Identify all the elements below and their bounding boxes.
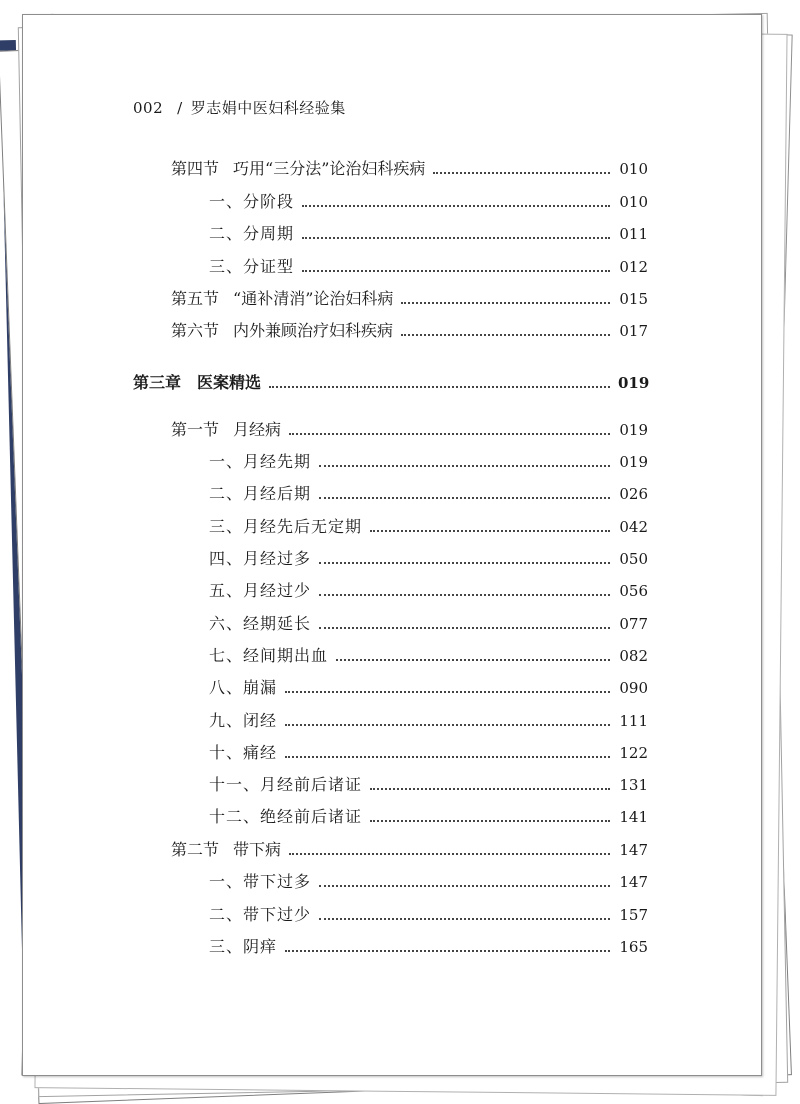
toc-entry-number: 第六节 xyxy=(171,321,220,340)
toc-entry-page: 082 xyxy=(619,647,648,665)
toc-entry-item[interactable] xyxy=(209,612,648,636)
toc-entry-title: 月经病 xyxy=(233,420,282,439)
toc-entry-title: 二、分周期 xyxy=(209,224,295,243)
toc-entry-item[interactable] xyxy=(209,709,648,733)
toc-entry-item[interactable] xyxy=(209,935,648,959)
toc-entry-item[interactable] xyxy=(209,805,648,829)
leader-dots xyxy=(285,691,610,693)
toc-entry-item[interactable] xyxy=(209,190,648,214)
toc-entry-title: 二、带下过少 xyxy=(209,905,312,924)
toc-entry-page: 017 xyxy=(619,322,648,340)
toc-entry-page: 019 xyxy=(619,421,648,439)
toc-entry-title: 十、痛经 xyxy=(209,743,278,762)
toc-entry-item[interactable] xyxy=(209,547,648,571)
toc-entry-title: 六、经期延长 xyxy=(209,614,312,633)
toc-entry-item[interactable] xyxy=(209,644,648,668)
toc-entry-section[interactable] xyxy=(171,319,648,343)
leader-dots xyxy=(336,659,610,661)
toc-entry-chapter[interactable] xyxy=(133,371,648,395)
toc-entry-number: 第一节 xyxy=(171,420,220,439)
toc-entry-page: 122 xyxy=(619,744,648,762)
toc-entry-page: 147 xyxy=(619,841,648,859)
toc-entry-item[interactable] xyxy=(209,482,648,506)
toc-entry-section[interactable] xyxy=(171,418,648,442)
toc-entry-page: 012 xyxy=(619,258,648,276)
leader-dots xyxy=(302,237,610,239)
leader-dots xyxy=(401,334,610,336)
toc-entry-page: 010 xyxy=(619,193,648,211)
leader-dots xyxy=(319,885,610,887)
toc-entry-page: 147 xyxy=(619,873,648,891)
leader-dots xyxy=(302,205,610,207)
toc-entry-title: 巧用“三分法”论治妇科疾病 xyxy=(233,159,426,178)
toc-entry-title: 十一、月经前后诸证 xyxy=(209,775,363,794)
toc-entry-page: 131 xyxy=(619,776,648,794)
toc-entry-page: 010 xyxy=(619,160,648,178)
toc-entry-page: 050 xyxy=(619,550,648,568)
leader-dots xyxy=(302,270,610,272)
leader-dots xyxy=(285,950,610,952)
toc-entry-title: 内外兼顾治疗妇科疾病 xyxy=(233,321,394,340)
toc-entry-page: 019 xyxy=(619,453,648,471)
toc-entry-title: 医案精选 xyxy=(197,373,262,392)
toc-entry-item[interactable] xyxy=(209,515,648,539)
toc-entry-item[interactable] xyxy=(209,676,648,700)
book-page xyxy=(22,14,762,1076)
toc-entry-title: 一、分阶段 xyxy=(209,192,295,211)
table-of-contents xyxy=(23,15,761,1075)
toc-entry-section[interactable] xyxy=(171,838,648,862)
toc-entry-title: 八、崩漏 xyxy=(209,678,278,697)
toc-entry-title: 九、闭经 xyxy=(209,711,278,730)
toc-entry-section[interactable] xyxy=(171,157,648,181)
toc-entry-page: 056 xyxy=(619,582,648,600)
toc-entry-title: 带下病 xyxy=(233,840,282,859)
leader-dots xyxy=(289,853,610,855)
toc-entry-title: “通补清消”论治妇科病 xyxy=(233,289,394,308)
leader-dots xyxy=(319,497,610,499)
toc-entry-page: 111 xyxy=(619,712,648,730)
toc-entry-number: 第二节 xyxy=(171,840,220,859)
toc-entry-item[interactable] xyxy=(209,741,648,765)
toc-entry-page: 077 xyxy=(619,615,648,633)
toc-entry-item[interactable] xyxy=(209,450,648,474)
leader-dots xyxy=(285,756,610,758)
leader-dots xyxy=(433,172,610,174)
leader-dots xyxy=(319,562,610,564)
toc-entry-title: 三、月经先后无定期 xyxy=(209,517,363,536)
toc-entry-item[interactable] xyxy=(209,579,648,603)
leader-dots xyxy=(401,302,610,304)
toc-entry-number: 第五节 xyxy=(171,289,220,308)
toc-entry-page: 157 xyxy=(619,906,648,924)
toc-entry-page: 165 xyxy=(619,938,648,956)
leader-dots xyxy=(319,465,610,467)
toc-entry-page: 026 xyxy=(619,485,648,503)
leader-dots xyxy=(285,724,610,726)
toc-entry-title: 一、月经先期 xyxy=(209,452,312,471)
toc-entry-item[interactable] xyxy=(209,773,648,797)
toc-entry-title: 一、带下过多 xyxy=(209,872,312,891)
toc-entry-title: 五、月经过少 xyxy=(209,581,312,600)
toc-entry-item[interactable] xyxy=(209,903,648,927)
toc-entry-number: 第三章 xyxy=(133,373,182,392)
running-head-separator: / xyxy=(177,99,183,117)
toc-entry-page: 042 xyxy=(619,518,648,536)
toc-entry-item[interactable] xyxy=(209,870,648,894)
toc-entry-item[interactable] xyxy=(209,255,648,279)
leader-dots xyxy=(269,386,610,388)
toc-entry-title: 十二、绝经前后诸证 xyxy=(209,807,363,826)
toc-entry-item[interactable] xyxy=(209,222,648,246)
leader-dots xyxy=(319,594,610,596)
toc-entry-title: 三、阴痒 xyxy=(209,937,278,956)
toc-entry-page: 141 xyxy=(619,808,648,826)
toc-entry-page: 090 xyxy=(619,679,648,697)
book-title: 罗志娟中医妇科经验集 xyxy=(190,99,346,117)
page-number: 002 xyxy=(133,99,164,117)
toc-entry-number: 第四节 xyxy=(171,159,220,178)
toc-entry-page: 019 xyxy=(618,374,650,392)
leader-dots xyxy=(289,433,610,435)
toc-entry-page: 011 xyxy=(619,225,648,243)
leader-dots xyxy=(370,820,610,822)
leader-dots xyxy=(370,530,610,532)
toc-entry-title: 二、月经后期 xyxy=(209,484,312,503)
toc-entry-page: 015 xyxy=(619,290,648,308)
leader-dots xyxy=(319,918,610,920)
toc-entry-section[interactable] xyxy=(171,287,648,311)
toc-entry-title: 四、月经过多 xyxy=(209,549,312,568)
toc-entry-title: 七、经间期出血 xyxy=(209,646,329,665)
leader-dots xyxy=(370,788,610,790)
leader-dots xyxy=(319,627,610,629)
toc-entry-title: 三、分证型 xyxy=(209,257,295,276)
